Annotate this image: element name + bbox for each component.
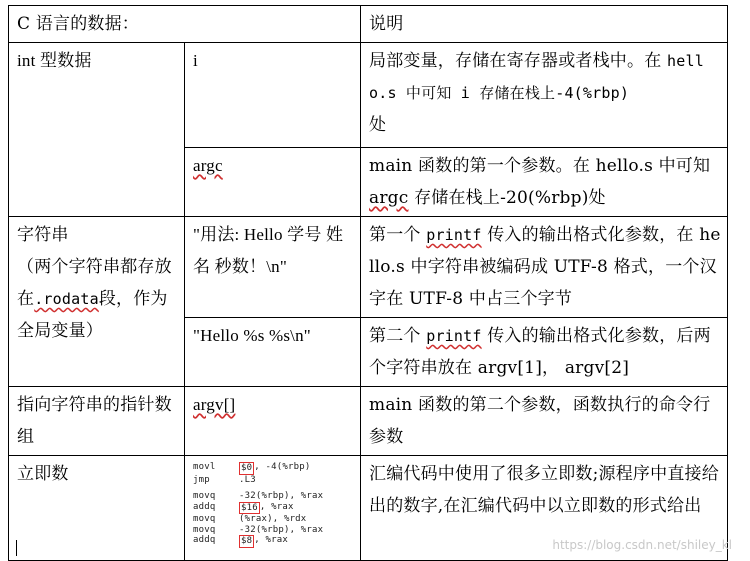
asm-opcode: movl	[193, 462, 216, 472]
asm-operands: -32(%rbp), %rax	[239, 524, 324, 535]
asm-line	[193, 502, 354, 515]
asm-opcode: movq	[193, 491, 216, 501]
asm-opcode: movq	[193, 524, 216, 535]
asm-operands: (%rax), %rdx	[239, 514, 307, 524]
desc-argv: main 函数的第二个参数，函数执行的命令行参数	[361, 387, 728, 456]
desc-usage-string: 第一个 printf 传入的输出格式化参数，在 hello.s 中字符串被编码成 UTF-8 格式，一个汉字在 UTF-8 中占三个字节	[361, 217, 728, 318]
asm-operands: , -4(%rbp)	[254, 462, 311, 472]
asm-operands: .L3	[239, 474, 256, 485]
category-argv: 指向字符串的指针数组	[9, 387, 185, 456]
category-int: int 型数据	[9, 43, 185, 217]
header-cell-c-data: C 语言的数据：	[9, 6, 361, 43]
asm-opcode: movq	[193, 514, 216, 524]
var-i: i	[185, 43, 361, 148]
asm-line	[193, 535, 354, 548]
asm-immediate: $16	[241, 502, 258, 513]
desc-i: 局部变量，存储在寄存器或者栈中。在 hello.s 中可知 i 存储在栈上-4(%rbp) 处	[361, 43, 728, 148]
watermark: https://blog.csdn.net/shiley_kl	[552, 538, 732, 552]
header-row	[9, 6, 728, 43]
asm-snippet	[185, 456, 361, 561]
asm-operands: -32(%rbp), %rax	[239, 491, 324, 501]
asm-line	[193, 514, 354, 525]
asm-line	[193, 475, 354, 486]
header-cell-explain: 说明	[361, 6, 728, 43]
asm-operands: , %rax	[259, 501, 294, 512]
asm-immediate: $0	[241, 463, 253, 473]
var-argv: argv[]	[185, 387, 361, 456]
desc-argc: main 函数的第一个参数。在 hello.s 中可知 argc 存储在栈上-20(%rbp)处	[361, 148, 728, 217]
asm-line	[193, 491, 354, 502]
var-usage-string: "用法: Hello 学号 姓名 秒数！\n"	[185, 217, 361, 318]
table-row	[9, 43, 728, 148]
asm-line	[193, 462, 354, 475]
asm-opcode: addq	[193, 535, 216, 545]
desc-hello-string: 第二个 printf 传入的输出格式化参数，后两个字符串放在 argv[1]， argv[2]	[361, 318, 728, 387]
asm-immediate: $8	[241, 536, 253, 546]
table-row	[9, 387, 728, 456]
asm-opcode: jmp	[193, 474, 210, 485]
asm-opcode: addq	[193, 501, 216, 512]
desc-immediate: 汇编代码中使用了很多立即数;源程序中直接给出的数字,在汇编代码中以立即数的形式给出	[361, 456, 728, 561]
var-hello-string: "Hello %s %s\n"	[185, 318, 361, 387]
text-cursor	[16, 540, 17, 556]
category-immediate: 立即数	[9, 456, 185, 561]
data-table	[8, 5, 728, 561]
table-row	[9, 217, 728, 318]
asm-operands: , %rax	[254, 535, 288, 545]
asm-code-block	[193, 458, 354, 548]
asm-line	[193, 525, 354, 536]
var-argc: argc	[185, 148, 361, 217]
category-string: 字符串 （两个字符串都存放在.rodata段，作为全局变量）	[9, 217, 185, 387]
